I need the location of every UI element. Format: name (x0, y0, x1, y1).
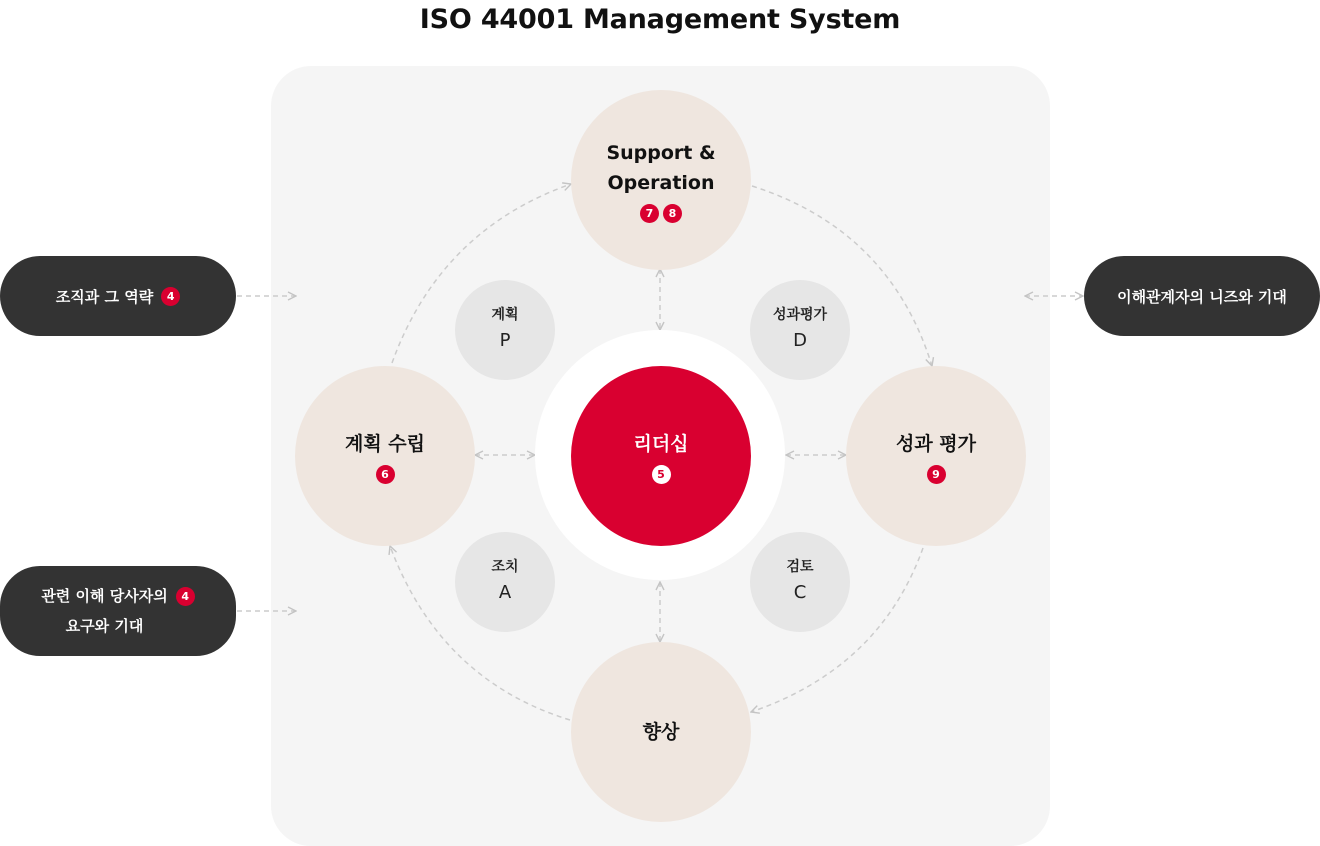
performance-label: 성과 평가 (895, 432, 977, 455)
clause-badge: 9 (927, 465, 946, 484)
clause-badge: 7 (640, 204, 659, 223)
pdca-act-ko: 조치 (491, 559, 519, 575)
interested-label-line2: 요구와 기대 (65, 617, 144, 635)
performance-node (846, 366, 1026, 546)
pdca-do-en: D (793, 330, 807, 351)
pdca-plan-en: P (499, 330, 511, 351)
support-label-line2: Operation (607, 171, 715, 194)
pdca-act-node (455, 532, 555, 632)
interested-parties-pill (0, 566, 236, 656)
support-label-line1: Support & (606, 141, 716, 164)
pdca-plan-ko: 계획 (491, 307, 519, 323)
diagram-title: ISO 44001 Management System (419, 4, 901, 35)
pdca-do-node (750, 280, 850, 380)
interested-label-line1: 관련 이해 당사자의 (41, 587, 168, 605)
context-label: 조직과 그 역략 (55, 287, 154, 306)
clause-badge: 6 (376, 465, 395, 484)
improvement-node (571, 642, 751, 822)
needs-label: 이해관계자의 니즈와 기대 (1117, 287, 1287, 306)
pdca-check-en: C (793, 582, 807, 603)
improvement-label: 향상 (642, 721, 680, 743)
planning-node (295, 366, 475, 546)
pdca-act-en: A (498, 582, 512, 603)
stakeholder-needs-pill (1084, 256, 1320, 336)
clause-badge: 8 (663, 204, 682, 223)
leadership-node (571, 366, 751, 546)
pdca-check-ko: 검토 (786, 559, 814, 575)
clause-badge: 5 (652, 465, 671, 484)
support-operation-node (571, 90, 751, 270)
planning-label: 계획 수립 (344, 432, 426, 455)
leadership-label: 리더십 (633, 432, 689, 455)
clause-badge: 4 (161, 287, 180, 306)
clause-badge: 4 (176, 587, 195, 606)
pdca-plan-node (455, 280, 555, 380)
pdca-check-node (750, 532, 850, 632)
pdca-do-ko: 성과평가 (772, 307, 828, 323)
context-pill (0, 256, 236, 336)
